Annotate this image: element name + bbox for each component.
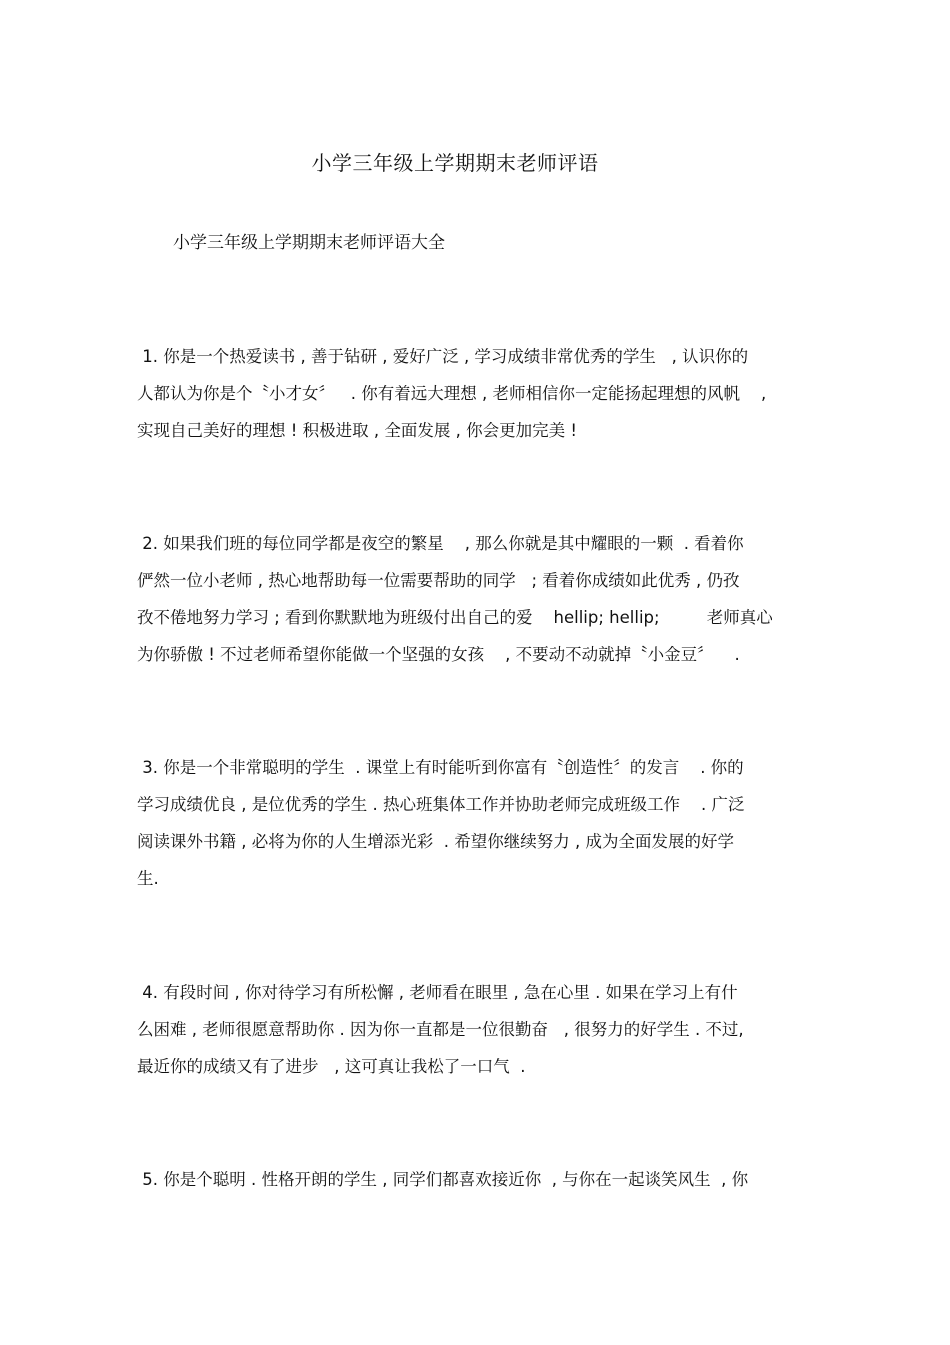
paragraph-3: [137, 749, 827, 897]
paragraph-line: 俨然一位小老师 , 热心地帮助每一位需要帮助的同学 ; 看着你成绩如此优秀 , 仍孜: [137, 571, 740, 590]
paragraph-1: [137, 338, 827, 449]
paragraph-line: 3. 你是一个非常聪明的学生 . 课堂上有时能听到你富有〝创造性〞的发言 . 你的: [137, 758, 744, 777]
paragraph-line: 2. 如果我们班的每位同学都是夜空的繁星 , 那么你就是其中耀眼的一颗 . 看着你: [137, 534, 744, 553]
paragraph-line: 实现自己美好的理想 ! 积极进取 , 全面发展 , 你会更加完美 !: [137, 421, 577, 440]
paragraph-line: 最近你的成绩又有了进步 , 这可真让我松了一口气 .: [137, 1057, 526, 1076]
document-subtitle: 小学三年级上学期期末老师评语大全: [173, 233, 445, 253]
paragraph-line: 生.: [137, 869, 159, 888]
paragraph-line: 为你骄傲 ! 不过老师希望你能做一个坚强的女孩 , 不要动不动就掉〝小金豆〞 .: [137, 645, 740, 664]
paragraph-2: [137, 525, 827, 673]
paragraph-line: 4. 有段时间 , 你对待学习有所松懈 , 老师看在眼里 , 急在心里 . 如果在学习上有什: [137, 983, 738, 1002]
paragraph-line: 1. 你是一个热爱读书 , 善于钻研 , 爱好广泛 , 学习成绩非常优秀的学生 , 认识你的: [137, 347, 749, 366]
paragraph-5: [137, 1161, 827, 1198]
paragraph-line: 阅读课外书籍 , 必将为你的人生增添光彩 . 希望你继续努力 , 成为全面发展的好学: [137, 832, 734, 851]
paragraph-line: 人都认为你是个〝小才女〞 . 你有着远大理想 , 老师相信你一定能扬起理想的风帆 ,: [137, 384, 767, 403]
paragraph-line: 5. 你是个聪明 . 性格开朗的学生 , 同学们都喜欢接近你 , 与你在一起谈笑风生 , 你: [137, 1170, 749, 1189]
document-title: 小学三年级上学期期末老师评语: [311, 151, 599, 175]
paragraph-4: [137, 974, 827, 1085]
paragraph-line: 学习成绩优良 , 是位优秀的学生 . 热心班集体工作并协助老师完成班级工作 . 广泛: [137, 795, 745, 814]
paragraph-line: 孜不倦地努力学习 ; 看到你默默地为班级付出自己的爱 hellip; hellip; 老师真心: [137, 608, 773, 627]
paragraph-line: 么困难 , 老师很愿意帮助你 . 因为你一直都是一位很勤奋 , 很努力的好学生 . 不过,: [137, 1020, 744, 1039]
